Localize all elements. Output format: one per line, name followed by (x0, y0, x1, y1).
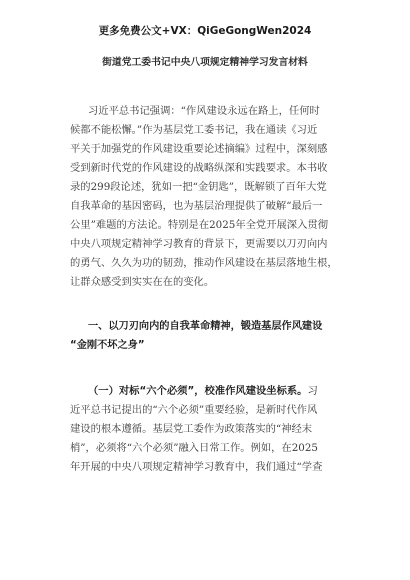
body-line: 自我革命的基因密码，也为基层治理提供了破解“最后一 (70, 200, 323, 212)
body-line: 公里”难题的方法论。特别是在2025年全党开展深入贯彻 (70, 219, 328, 231)
body-line: 让群众感受到实实在在的变化。 (70, 276, 215, 288)
body-line: 年开展的中央八项规定精神学习教育中，我们通过“学查 (70, 461, 323, 473)
body-line: 的勇气、久久为功的韧劲，推动作风建设在基层落地生根， (70, 257, 338, 269)
body-line: 候都不能松懈。”作为基层党工委书记，我在通读《习近 (70, 124, 318, 136)
subsection-lead-line (88, 384, 355, 398)
body-line: 梢”，必须将“六个必须”融入日常工作。例如，在2025 (70, 442, 318, 454)
subsection-lead-tail: 习 (307, 385, 318, 397)
section-heading-continued: “金刚不坏之身” (70, 340, 145, 351)
section-heading: 一、以刀刃向内的自我革命精神，锻造基层作风建设 (88, 321, 323, 332)
document-title: 街道党工委书记中央八项规定精神学习发言材料 (102, 57, 308, 68)
body-line: 习近平总书记强调：“作风建设永远在路上，任何时 (88, 105, 320, 117)
body-line: 受到新时代党的作风建设的战略纵深和实践要求。本书收 (70, 162, 328, 174)
body-line: 录的299段论述，犹如一把“金钥匙”，既解锁了百年大党 (70, 181, 327, 193)
subsection-heading: （一）对标“六个必须”，校准作风建设坐标系。 (88, 385, 308, 397)
body-line: 近平总书记提出的“六个必须”重要经验，是新时代作风 (70, 404, 318, 416)
body-line: 平关于加强党的作风建设重要论述摘编》过程中，深刻感 (70, 143, 328, 155)
body-line: 建设的根本遵循。基层党工委作为政策落实的“神经末 (70, 423, 313, 435)
body-line: 中央八项规定精神学习教育的背景下，更需要以刀刃向内 (70, 238, 328, 250)
promo-header: 更多免费公文+VX：QiGeGongWen2024 (98, 25, 312, 37)
